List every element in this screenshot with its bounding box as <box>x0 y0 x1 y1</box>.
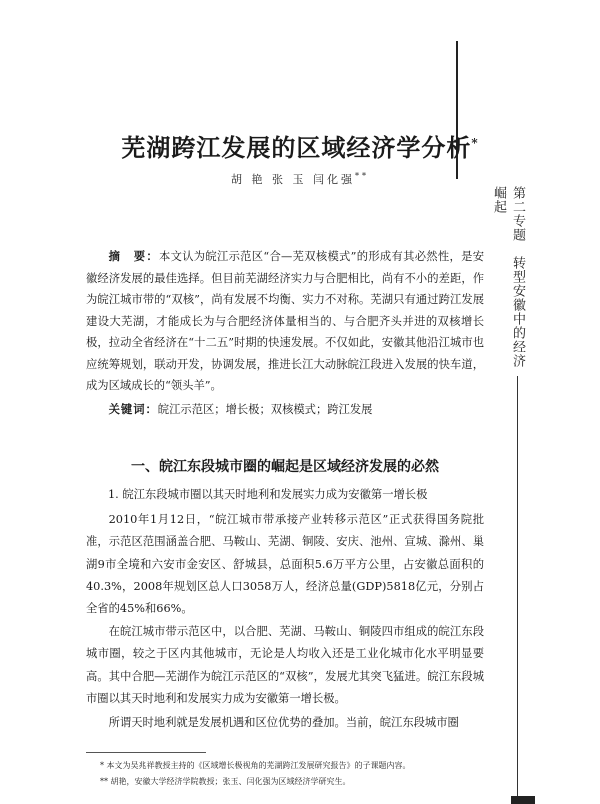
body-paragraph-1: 2010年1月12日，“皖江城市带承接产业转移示范区”正式获得国务院批准，示范区范围涵盖合肥、马鞍山、芜湖、铜陵、安庆、池州、宣城、滁州、巢湖9市全境和六安市金安区、舒城县，总面积5.6万平方公里，占安徽总面积的40.3%，2008年规划区总人口3058万人，经济总量(GDP)5818亿元，分别占全省的45%和66%。 <box>86 513 484 616</box>
keywords <box>86 399 484 421</box>
abstract <box>86 246 484 397</box>
page-number-mark <box>511 796 535 804</box>
keywords-label: 关键词： <box>108 402 158 416</box>
subsection-heading: 1. 皖江东段城市圈以其天时地利和发展实力成为安徽第一增长极 <box>108 488 428 501</box>
footnote-rule <box>86 752 206 753</box>
title-footnote-mark: * <box>471 136 479 150</box>
side-rule <box>517 376 518 804</box>
author-line: 胡 艳 张 玉 闫化强** <box>231 171 369 186</box>
section-heading: 一、皖江东段城市圈的崛起是区域经济发展的必然 <box>131 459 439 475</box>
abstract-text: 本文认为皖江示范区“合—芜双核模式”的形成有其必然性，是安徽经济发展的最佳选择。但目前芜湖经济实力与合肥相比，尚有不小的差距，作为皖江城市带的“双核”，尚有发展不均衡、实力不对称。芜湖只有通过跨江发展建设大芜湖，才能成长为与合肥经济体量相当的、与合肥齐头并进的双核增长极，拉动全省经济在“十二五”时期的快速发展。不仅如此，安徽其他沿江城市也应统筹规划，联动开发，协调发展，推进长江大动脉皖江段进入发展的快车道，成为区域成长的“领头羊”。 <box>86 250 484 392</box>
body-paragraph-3: 所谓天时地利就是发展机遇和区位优势的叠加。当前，皖江东段城市圈 <box>108 716 459 729</box>
author-footnote-mark: ** <box>355 171 369 181</box>
footnote-1: * 本文为吴兆祥教授主持的《区域增长极视角的芜湖跨江发展研究报告》的子课题内容。 <box>100 761 411 770</box>
side-section-label: 第二专题 转型安徽中的经济崛起 <box>491 186 525 368</box>
footnote-2: ** 胡艳，安徽大学经济学院教授；张玉、闫化强为区域经济学研究生。 <box>100 777 351 786</box>
keywords-text: 皖江示范区；增长极；双核模式；跨江发展 <box>157 403 373 416</box>
article-title: 芜湖跨江发展的区域经济学分析* <box>121 133 479 162</box>
abstract-label: 摘 要： <box>108 249 159 263</box>
body-paragraph-2: 在皖江城市带示范区中，以合肥、芜湖、马鞍山、铜陵四市组成的皖江东段城市圈，较之于区内其他城市，无论是人均收入还是工业化城市化水平明显要高。其中合肥—芜湖作为皖江示范区的“双核”，发展尤其突飞猛进。皖江东段城市圈以其天时地利和发展实力成为安徽第一增长极。 <box>86 625 484 705</box>
